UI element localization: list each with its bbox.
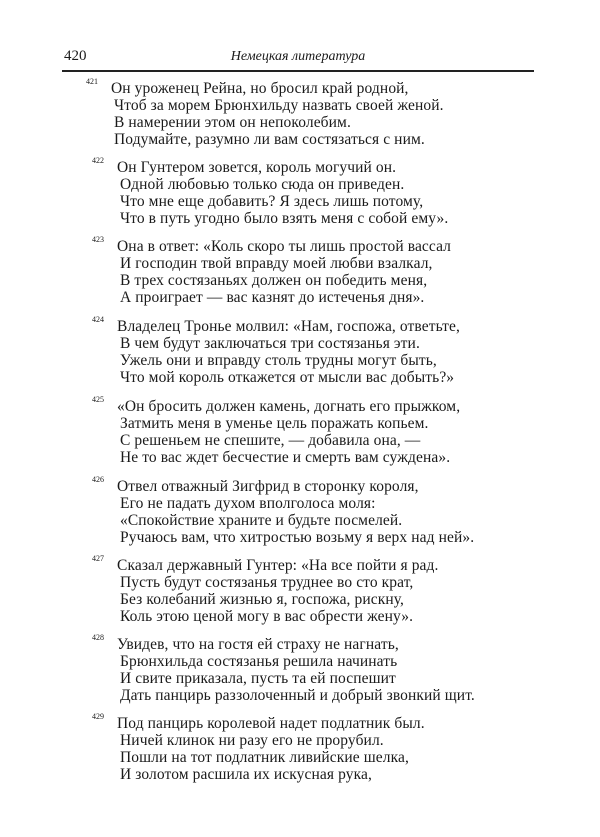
verse-line: Сказал державный Гунтер: «На все пойти я рад.: [117, 557, 439, 574]
verse-line: И господин твой вправду моей любви взалкал,: [120, 255, 433, 272]
verse-line: Он уроженец Рейна, но бросил край родной,: [111, 80, 409, 97]
verse-line: Одной любовью только сюда он приведен.: [120, 176, 405, 193]
verse-line: Затмить меня в уменье цель поражать копьем.: [120, 415, 429, 432]
stanza-number: 426: [92, 475, 104, 484]
verse-line: В чем будут заключаться три состязанья эти.: [120, 335, 420, 352]
verse-line: Чтоб за морем Брюнхильду назвать своей женой.: [114, 97, 444, 114]
page-number: 420: [64, 48, 87, 64]
verse-line: В трех состязаньях должен он победить меня,: [120, 272, 428, 289]
verse-line: Брюнхильда состязанья решила начинать: [120, 653, 398, 670]
stanza-number: 422: [92, 156, 104, 165]
stanza-number: 421: [86, 77, 98, 86]
verse-line: Ручаюсь вам, что хитростью возьму я верх над ней».: [120, 529, 475, 546]
verse-line: Ужель они и вправду столь трудны могут быть,: [120, 352, 437, 369]
header-rule: [62, 70, 534, 72]
verse-line: Под панцирь королевой надет подлатник был.: [117, 715, 425, 732]
verse-line: Коль этою ценой могу в вас обрести жену».: [120, 608, 414, 625]
stanza-number: 428: [92, 633, 104, 642]
verse-line: «Он бросить должен камень, догнать его прыжком,: [117, 398, 461, 415]
verse-line: Без колебаний жизнью я, госпожа, рискну,: [120, 591, 405, 608]
verse-line: Пошли на тот подлатник ливийские шелка,: [120, 749, 409, 766]
verse-line: И золотом расшила их искусная рука,: [120, 766, 372, 783]
verse-line: С решеньем не спешите, — добавила она, —: [120, 432, 421, 449]
verse-line: А проиграет — вас казнят до истеченья дня».: [120, 289, 425, 306]
stanza-number: 424: [92, 315, 104, 324]
stanza-number: 423: [92, 235, 104, 244]
verse-line: Владелец Тронье молвил: «Нам, госпожа, ответьте,: [117, 318, 460, 335]
verse-line: Что мой король откажется от мысли вас добыть?»: [120, 369, 455, 386]
verse-line: Что в путь угодно было взять меня с собой ему».: [120, 210, 449, 227]
verse-line: Не то вас ждет бесчестие и смерть вам суждена».: [120, 449, 451, 466]
verse-line: Пусть будут состязанья труднее во сто крат,: [120, 574, 414, 591]
running-title: Немецкая литература: [230, 49, 366, 64]
verse-line: «Спокойствие храните и будьте посмелей.: [120, 512, 403, 529]
running-header: [64, 48, 532, 68]
verse-line: Он Гунтером зовется, король могучий он.: [117, 159, 397, 176]
stanza-number: 429: [92, 712, 104, 721]
verse-line: Она в ответ: «Коль скоро ты лишь простой вассал: [117, 238, 452, 255]
verse-line: Его не падать духом вполголоса моля:: [120, 495, 376, 512]
verse-line: И свите приказала, пусть та ей поспешит: [120, 670, 396, 687]
verse-line: Отвел отважный Зигфрид в сторонку короля,: [117, 478, 419, 495]
stanza-number: 425: [92, 395, 104, 404]
stanza-number: 427: [92, 554, 104, 563]
verse-line: Дать панцирь раззолоченный и добрый звонкий щит.: [120, 687, 475, 704]
verse-line: Ничей клинок ни разу его не прорубил.: [120, 732, 384, 749]
verse-line: В намерении этом он непоколебим.: [114, 114, 351, 131]
verse-line: Что мне еще добавить? Я здесь лишь потому,: [120, 193, 424, 210]
verse-line: Подумайте, разумно ли вам состязаться с ним.: [114, 131, 425, 148]
verse-line: Увидев, что на гостя ей страху не нагнать,: [117, 636, 399, 653]
